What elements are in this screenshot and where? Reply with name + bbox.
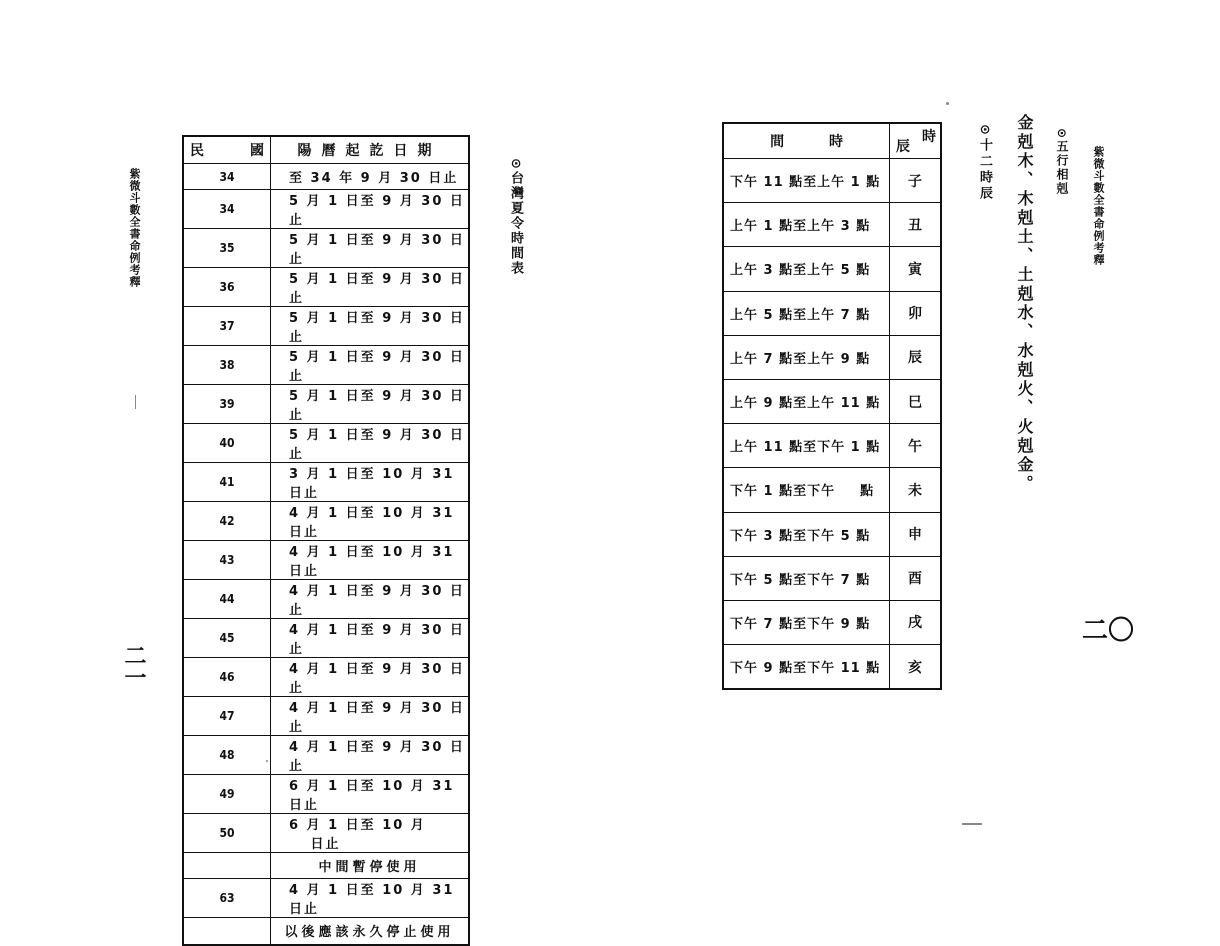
dst-year-cell: 49 [183, 775, 271, 814]
table-row [723, 512, 941, 556]
table-row [183, 775, 469, 814]
table-row [723, 424, 941, 468]
scan-speck [962, 823, 982, 825]
table-row [723, 468, 941, 512]
dst-table-header-row [183, 136, 469, 164]
shichen-branch-cell: 申 [890, 512, 942, 556]
table-row [183, 580, 469, 619]
shichen-branch-cell: 巳 [890, 379, 942, 423]
shichen-header-time-a: 間 [770, 134, 785, 150]
table-row [723, 203, 941, 247]
dst-year-cell: 46 [183, 658, 271, 697]
table-row [723, 645, 941, 690]
running-header-right: 紫微斗數全書命例考釋 [1092, 146, 1105, 266]
shichen-range-cell: 上午 5 點至上午 7 點 [723, 291, 890, 335]
dst-period-cell: 5 月 1 日至 9 月 30 日止 [271, 190, 470, 229]
dst-period-cell: 4 月 1 日至 9 月 30 日止 [271, 736, 470, 775]
table-row [723, 335, 941, 379]
dst-year-cell: 37 [183, 307, 271, 346]
shichen-branch-cell: 酉 [890, 556, 942, 600]
page-number-left: 二一 [121, 644, 146, 688]
dst-year-cell: 47 [183, 697, 271, 736]
dst-period-cell: 4 月 1 日至 9 月 30 日止 [271, 580, 470, 619]
shichen-range-cell: 上午 11 點至下午 1 點 [723, 424, 890, 468]
shichen-branch-cell: 子 [890, 159, 942, 203]
table-row [183, 346, 469, 385]
page-number-right: 二〇 [1082, 616, 1135, 646]
shichen-range-cell: 下午 9 點至下午 11 點 [723, 645, 890, 690]
table-row [183, 658, 469, 697]
dst-period-cell: 至 34 年 9 月 30 日止 [271, 164, 470, 190]
shichen-header-branch [890, 123, 942, 159]
shichen-range-cell: 下午 11 點至上午 1 點 [723, 159, 890, 203]
dst-year-cell: 38 [183, 346, 271, 385]
dst-year-cell: 36 [183, 268, 271, 307]
table-row [183, 268, 469, 307]
shichen-range-cell: 上午 1 點至上午 3 點 [723, 203, 890, 247]
table-row [183, 814, 469, 853]
shichen-range-cell: 上午 9 點至上午 11 點 [723, 379, 890, 423]
table-row [183, 619, 469, 658]
dst-year-cell: 43 [183, 541, 271, 580]
shichen-header-branch-b: 辰 [896, 139, 910, 155]
dst-period-cell: 6 月 1 日至 10 月 31 日止 [271, 775, 470, 814]
shichen-branch-cell: 未 [890, 468, 942, 512]
dst-header-period: 陽曆起訖日期 [271, 136, 470, 164]
dst-period-cell: 5 月 1 日至 9 月 30 日止 [271, 385, 470, 424]
dst-year-cell: 34 [183, 164, 271, 190]
dst-year-cell: 41 [183, 463, 271, 502]
table-row [183, 502, 469, 541]
dst-header-year-b: 國 [250, 143, 264, 159]
shichen-branch-cell: 寅 [890, 247, 942, 291]
dst-period-cell: 6 月 1 日至 10 月 日止 [271, 814, 470, 853]
shichen-range-cell: 下午 3 點至下午 5 點 [723, 512, 890, 556]
dst-year-cell: 48 [183, 736, 271, 775]
dst-year-cell [183, 853, 271, 879]
shichen-branch-cell: 丑 [890, 203, 942, 247]
table-row [723, 247, 941, 291]
table-row [183, 307, 469, 346]
shichen-range-cell: 上午 3 點至上午 5 點 [723, 247, 890, 291]
shichen-table-header-row [723, 123, 941, 159]
dst-year-cell: 44 [183, 580, 271, 619]
scan-speck [266, 760, 268, 762]
dst-period-cell: 5 月 1 日至 9 月 30 日止 [271, 268, 470, 307]
dst-period-cell: 4 月 1 日至 10 月 31 日止 [271, 541, 470, 580]
dst-period-cell: 中間暫停使用 [271, 853, 470, 879]
table-row [723, 159, 941, 203]
table-row [183, 229, 469, 268]
dst-header-year-a: 民 [190, 143, 204, 159]
dst-year-cell: 39 [183, 385, 271, 424]
running-header-left: 紫微斗數全書命例考釋 [128, 168, 141, 288]
table-row [183, 424, 469, 463]
dst-period-cell: 5 月 1 日至 9 月 30 日止 [271, 307, 470, 346]
wuxing-text: 金剋木、木剋土、土剋水、水剋火、火剋金。 [1015, 114, 1034, 494]
dst-year-cell: 63 [183, 879, 271, 918]
dst-year-cell: 50 [183, 814, 271, 853]
dst-period-cell: 4 月 1 日至 9 月 30 日止 [271, 697, 470, 736]
table-row [183, 853, 469, 879]
dst-period-cell: 5 月 1 日至 9 月 30 日止 [271, 346, 470, 385]
dst-period-cell: 4 月 1 日至 9 月 30 日止 [271, 658, 470, 697]
dst-period-cell: 以後應該永久停止使用 [271, 918, 470, 945]
shichen-table-body [723, 159, 941, 690]
scan-speck [946, 102, 949, 105]
dst-year-cell: 40 [183, 424, 271, 463]
table-row [183, 541, 469, 580]
shichen-table [722, 122, 942, 690]
table-row [183, 385, 469, 424]
shichen-branch-cell: 辰 [890, 335, 942, 379]
dst-table [182, 135, 470, 946]
shichen-header-time [723, 123, 890, 159]
dst-header-year [183, 136, 271, 164]
dst-period-cell: 4 月 1 日至 10 月 31 日止 [271, 879, 470, 918]
table-row [723, 556, 941, 600]
table-row [723, 600, 941, 644]
dst-year-cell [183, 918, 271, 945]
dst-year-cell: 45 [183, 619, 271, 658]
table-row [183, 190, 469, 229]
dst-table-body [183, 164, 469, 945]
shichen-range-cell: 下午 7 點至下午 9 點 [723, 600, 890, 644]
wuxing-heading: ⊙五行相剋 [1055, 128, 1069, 197]
shichen-header-time-b: 時 [828, 134, 843, 150]
dst-period-cell: 3 月 1 日至 10 月 31 日止 [271, 463, 470, 502]
shichen-range-cell: 下午 5 點至下午 7 點 [723, 556, 890, 600]
dst-period-cell: 4 月 1 日至 9 月 30 日止 [271, 619, 470, 658]
scan-speck [135, 395, 136, 409]
table-row [723, 379, 941, 423]
table-row [183, 736, 469, 775]
table-row [183, 879, 469, 918]
dst-year-cell: 42 [183, 502, 271, 541]
shichen-branch-cell: 卯 [890, 291, 942, 335]
table-row [183, 697, 469, 736]
dst-period-cell: 5 月 1 日至 9 月 30 日止 [271, 424, 470, 463]
shichen-branch-cell: 亥 [890, 645, 942, 690]
shichen-range-cell: 上午 7 點至上午 9 點 [723, 335, 890, 379]
shichen-heading: ⊙十二時辰 [977, 124, 992, 202]
dst-year-cell: 34 [183, 190, 271, 229]
table-row [183, 918, 469, 945]
shichen-range-cell: 下午 1 點至下午 點 [723, 468, 890, 512]
dst-period-cell: 5 月 1 日至 9 月 30 日止 [271, 229, 470, 268]
shichen-branch-cell: 午 [890, 424, 942, 468]
shichen-header-branch-a: 時 [922, 129, 936, 145]
table-row [183, 164, 469, 190]
shichen-branch-cell: 戌 [890, 600, 942, 644]
table-row [183, 463, 469, 502]
table-row [723, 291, 941, 335]
dst-table-heading: ⊙台灣夏令時間表 [508, 158, 523, 276]
dst-year-cell: 35 [183, 229, 271, 268]
dst-period-cell: 4 月 1 日至 10 月 31 日止 [271, 502, 470, 541]
